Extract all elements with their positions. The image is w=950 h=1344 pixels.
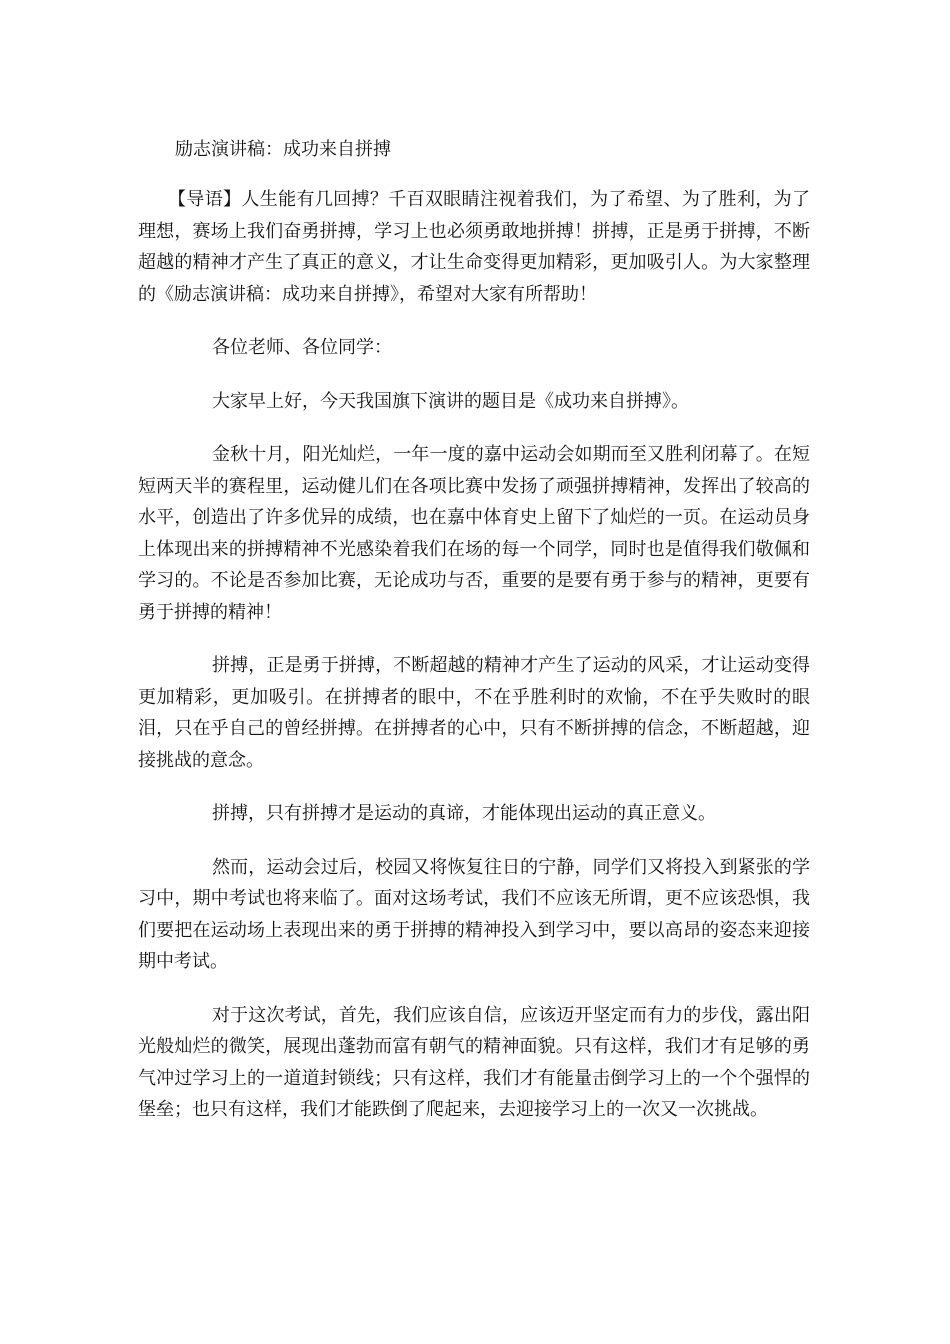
document-title: 励志演讲稿：成功来自拼搏 — [175, 139, 391, 160]
body-paragraph-6: 对于这次考试，首先，我们应该自信，应该迈开坚定而有力的步伐，露出阳光般灿烂的微笑，展现出蓬勃而富有朝气的精神面貌。只有这样，我们才有足够的勇气冲过学习上的一道道封锁线；只有这样，我们才有能量击倒学习上的一个个强悍的堡垒；也只有这样，我们才能跌倒了爬起来，去迎接学习上的一次又一次挑战。 — [138, 1004, 810, 1120]
body-paragraph-3: 拼搏，正是勇于拼搏，不断超越的精神才产生了运动的风采，才让运动变得更加精彩，更加吸引。在拼搏者的眼中，不在乎胜利时的欢愉，不在乎失败时的眼泪，只在乎自己的曾经拼搏。在拼搏者的心中，只有不断拼搏的信念，不断超越，迎接挑战的意念。 — [138, 655, 810, 771]
greeting-paragraph: 各位老师、各位同学： — [212, 337, 392, 358]
body-paragraph-2: 金秋十月，阳光灿烂，一年一度的嘉中运动会如期而至又胜利闭幕了。在短短两天半的赛程里，运动健儿们在各项比赛中发扬了顽强拼搏精神，发挥出了较高的水平，创造出了许多优异的成绩，也在嘉中体育史上留下了灿烂的一页。在运动员身上体现出来的拼搏精神不光感染着我们在场的每一个同学，同时也是值得我们敬佩和学习的。不论是否参加比赛，无论成功与否，重要的是要有勇于参与的精神，更要有勇于拼搏的精神！ — [138, 444, 810, 623]
body-paragraph-4: 拼搏，只有拼搏才是运动的真谛，才能体现出运动的真正意义。 — [212, 803, 716, 824]
body-paragraph-5: 然而，运动会过后，校园又将恢复往日的宁静，同学们又将投入到紧张的学习中，期中考试也将来临了。面对这场考试，我们不应该无所谓，更不应该恐惧，我们要把在运动场上表现出来的勇于拼搏的精神投入到学习中，要以高昂的姿态来迎接期中考试。 — [138, 856, 810, 972]
intro-paragraph: 【导语】人生能有几回搏？千百双眼睛注视着我们，为了希望、为了胜利，为了理想，赛场上我们奋勇拼搏，学习上也必须勇敢地拼搏！拼搏，正是勇于拼搏，不断超越的精神才产生了真正的意义，才让生命变得更加精彩，更加吸引人。为大家整理的《励志演讲稿：成功来自拼搏》，希望对大家有所帮助！ — [138, 189, 810, 305]
body-paragraph-1: 大家早上好，今天我国旗下演讲的题目是《成功来自拼搏》。 — [212, 390, 689, 412]
document-page — [138, 136, 810, 1148]
